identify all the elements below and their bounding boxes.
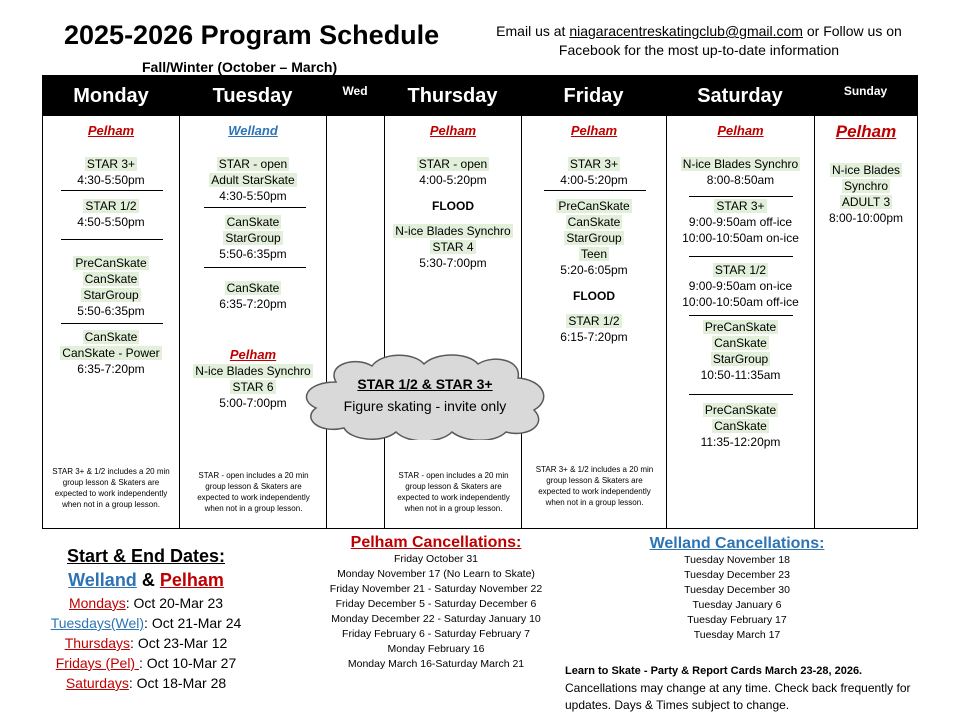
dates-locations bbox=[40, 567, 252, 593]
program-time: 5:50-6:35pm bbox=[219, 247, 287, 261]
day-header-row bbox=[43, 76, 917, 116]
thursday-star-open-block bbox=[385, 156, 521, 188]
dates-range: : Oct 23-Mar 12 bbox=[130, 635, 228, 651]
cloud-shape bbox=[296, 352, 554, 440]
monday-column bbox=[43, 116, 179, 528]
program-name: N-ice Blades Synchro bbox=[195, 364, 311, 378]
program-name: STAR 1/2 bbox=[85, 199, 137, 213]
program-name: CanSkate bbox=[714, 419, 767, 433]
dates-day: Fridays (Pel) bbox=[55, 655, 139, 671]
program-name: PreCanSkate bbox=[704, 320, 777, 334]
program-time: 9:00-9:50am on-ice bbox=[688, 279, 793, 293]
divider bbox=[61, 190, 163, 191]
divider bbox=[544, 190, 646, 191]
program-name: STAR 6 bbox=[232, 380, 274, 394]
divider bbox=[689, 256, 793, 257]
cancel-item: Friday February 6 - Saturday February 7 bbox=[342, 628, 530, 640]
program-time: 5:20-6:05pm bbox=[560, 263, 628, 277]
program-time: 10:50-11:35am bbox=[700, 368, 781, 382]
program-time: 4:00-5:20pm bbox=[419, 173, 487, 187]
dates-day: Thursdays bbox=[64, 635, 131, 651]
program-name: STAR 3+ bbox=[569, 157, 619, 171]
day-monday: Monday bbox=[73, 85, 149, 107]
friday-precanskate-block bbox=[522, 198, 666, 278]
program-name: STAR - open bbox=[218, 157, 288, 171]
program-name: Teen bbox=[580, 247, 608, 261]
invite-only-cloud bbox=[296, 352, 554, 440]
divider bbox=[204, 267, 306, 268]
program-name: CanSkate bbox=[226, 281, 280, 295]
program-time: 6:15-7:20pm bbox=[560, 330, 628, 344]
monday-star12-block bbox=[43, 198, 179, 230]
program-time: 4:50-5:50pm bbox=[77, 215, 145, 229]
program-name: STAR 4 bbox=[432, 240, 474, 254]
friday-column bbox=[521, 116, 666, 528]
program-name: STAR 1/2 bbox=[714, 263, 767, 277]
dates-day: Mondays bbox=[68, 595, 126, 611]
program-name: CanSkate bbox=[567, 215, 621, 229]
dates-amp: & bbox=[136, 570, 160, 590]
day-wed: Wed bbox=[342, 84, 368, 98]
tuesday-canskate2-block bbox=[180, 280, 326, 312]
monday-precanskate-block bbox=[43, 255, 179, 319]
cancel-item: Tuesday December 23 bbox=[684, 569, 790, 581]
program-time: 4:30-5:50pm bbox=[219, 189, 287, 203]
program-time: 9:00-9:50am off-ice bbox=[688, 215, 793, 229]
cancel-item: Monday November 17 (No Learn to Skate) bbox=[337, 568, 535, 580]
friday-location: Pelham bbox=[570, 123, 618, 138]
program-name: StarGroup bbox=[566, 231, 622, 245]
contact-suffix: or Follow us on Facebook for the most up-to-date information bbox=[558, 23, 902, 58]
program-name: ADULT 3 bbox=[841, 195, 891, 209]
program-time: 10:00-10:50am on-ice bbox=[682, 231, 799, 245]
cloud-subtitle: Figure skating - invite only bbox=[343, 398, 507, 414]
thursday-flood: FLOOD bbox=[432, 199, 474, 213]
cancel-item: Monday February 16 bbox=[387, 643, 485, 655]
cancel-item: Tuesday March 17 bbox=[693, 629, 781, 641]
contact-info bbox=[486, 22, 912, 60]
program-name: STAR 3+ bbox=[716, 199, 765, 213]
cancel-item: Friday December 5 - Saturday December 6 bbox=[335, 598, 537, 610]
program-time: 10:00-10:50am off-ice bbox=[682, 295, 799, 309]
program-time: 4:30-5:50pm bbox=[77, 173, 145, 187]
divider bbox=[61, 239, 163, 240]
learn-to-skate-note: Learn to Skate - Party & Report Cards March 23-28, 2026. bbox=[565, 665, 863, 677]
program-name: PreCanSkate bbox=[704, 403, 777, 417]
contact-email-link[interactable]: niagaracentreskatingclub@gmail.com bbox=[569, 23, 803, 39]
thursday-synchro-block bbox=[385, 223, 521, 271]
program-name: PreCanSkate bbox=[558, 199, 630, 213]
program-name: STAR 3+ bbox=[86, 157, 136, 171]
program-time: 8:00-8:50am bbox=[706, 173, 775, 187]
dates-range: : Oct 18-Mar 28 bbox=[128, 675, 227, 691]
friday-star3-block bbox=[522, 156, 666, 188]
saturday-synchro-block bbox=[667, 156, 814, 188]
program-name: STAR 1/2 bbox=[568, 314, 620, 328]
program-name: STAR - open bbox=[418, 157, 488, 171]
dates-day: Tuesdays(Wel) bbox=[50, 615, 145, 631]
program-time: 4:00-5:20pm bbox=[560, 173, 628, 187]
cancel-item: Tuesday November 18 bbox=[684, 554, 790, 566]
program-time: 6:35-7:20pm bbox=[77, 362, 145, 376]
tuesday-location: Welland bbox=[228, 123, 278, 138]
cancel-item: Monday March 16-Saturday March 21 bbox=[347, 658, 525, 670]
pelham-cancellations bbox=[320, 534, 552, 672]
cancel-item: Friday November 21 - Saturday November 22 bbox=[329, 583, 543, 595]
monday-note: STAR 3+ & 1/2 includes a 20 min group lesson & Skaters are expected to work independently when not in a group lesson. bbox=[52, 467, 170, 509]
program-name: StarGroup bbox=[225, 231, 281, 245]
dates-range: : Oct 10-Mar 27 bbox=[138, 655, 237, 671]
tuesday-canskate-block bbox=[180, 214, 326, 262]
sunday-synchro-block bbox=[815, 162, 917, 226]
cancel-item: Tuesday December 30 bbox=[684, 584, 790, 596]
disclaimer: Cancellations may change at any time. Check back frequently for updates. Days & Times subject to change. bbox=[565, 681, 911, 712]
dates-row-tuesday bbox=[40, 613, 252, 633]
day-friday: Friday bbox=[563, 85, 624, 107]
day-saturday: Saturday bbox=[697, 85, 783, 107]
pelham-cancel-title: Pelham Cancellations: bbox=[350, 534, 522, 551]
contact-prefix: Email us at bbox=[496, 23, 570, 39]
dates-pelham: Pelham bbox=[159, 570, 224, 590]
season-subtitle: Fall/Winter (October – March) bbox=[142, 59, 338, 75]
saturday-column bbox=[666, 116, 814, 528]
cancel-item: Tuesday January 6 bbox=[692, 599, 782, 611]
program-name: StarGroup bbox=[83, 288, 139, 302]
saturday-precanskate-block bbox=[667, 319, 814, 383]
thursday-column bbox=[384, 116, 521, 528]
sunday-location: Pelham bbox=[835, 122, 897, 141]
dates-range: : Oct 21-Mar 24 bbox=[144, 615, 242, 631]
dates-title: Start & End Dates: bbox=[66, 546, 226, 566]
program-name: N-ice Blades bbox=[831, 163, 901, 177]
friday-note: STAR 3+ & 1/2 includes a 20 min group lesson & Skaters are expected to work independently when not in a group lesson. bbox=[535, 465, 654, 507]
program-name: StarGroup bbox=[712, 352, 769, 366]
cloud-title: STAR 1/2 & STAR 3+ bbox=[357, 376, 493, 392]
welland-cancellations bbox=[632, 535, 842, 643]
saturday-location: Pelham bbox=[717, 123, 764, 138]
program-name: CanSkate bbox=[84, 330, 138, 344]
tuesday-star-open-block bbox=[180, 156, 326, 204]
program-name: PreCanSkate bbox=[75, 256, 147, 270]
dates-row-monday bbox=[40, 593, 252, 613]
thursday-location: Pelham bbox=[429, 123, 477, 138]
saturday-star12-block bbox=[667, 262, 814, 310]
cancel-item: Friday October 31 bbox=[393, 553, 479, 565]
tuesday-column bbox=[179, 116, 326, 528]
program-time: 6:35-7:20pm bbox=[219, 297, 287, 311]
cancel-item: Tuesday February 17 bbox=[687, 614, 787, 626]
program-name: CanSkate bbox=[714, 336, 767, 350]
monday-star3-block bbox=[43, 156, 179, 188]
monday-location: Pelham bbox=[87, 123, 135, 138]
divider bbox=[689, 315, 793, 316]
program-time: 11:35-12:20pm bbox=[700, 435, 781, 449]
day-thursday: Thursday bbox=[407, 85, 498, 107]
program-time: 8:00-10:00pm bbox=[828, 211, 904, 225]
saturday-precanskate2-block bbox=[667, 402, 814, 450]
dates-row-saturday bbox=[40, 673, 252, 693]
dates-range: : Oct 20-Mar 23 bbox=[125, 595, 224, 611]
day-sunday: Sunday bbox=[843, 84, 888, 98]
welland-cancel-title: Welland Cancellations: bbox=[649, 535, 825, 552]
program-name: CanSkate bbox=[84, 272, 138, 286]
cancel-item: Monday December 22 - Saturday January 10 bbox=[331, 613, 541, 625]
program-name: Synchro bbox=[843, 179, 889, 193]
saturday-star3-block bbox=[667, 198, 814, 246]
dates-row-thursday bbox=[40, 633, 252, 653]
program-name: N-ice Blades Synchro bbox=[395, 224, 511, 238]
friday-flood: FLOOD bbox=[573, 289, 615, 303]
start-end-dates bbox=[40, 546, 252, 693]
divider bbox=[689, 394, 793, 395]
divider bbox=[204, 207, 306, 208]
dates-day: Saturdays bbox=[65, 675, 129, 691]
program-name: CanSkate bbox=[226, 215, 280, 229]
sunday-column bbox=[814, 116, 917, 528]
program-time: 5:30-7:00pm bbox=[419, 256, 487, 270]
friday-star12-block bbox=[522, 313, 666, 345]
divider bbox=[61, 323, 163, 324]
program-name: CanSkate - Power bbox=[62, 346, 160, 360]
tuesday-note: STAR - open includes a 20 min group lesson & Skaters are expected to work independently when not in a group lesson. bbox=[197, 471, 310, 513]
wed-column bbox=[326, 116, 384, 528]
program-name: Adult StarSkate bbox=[211, 173, 295, 187]
thursday-note: STAR - open includes a 20 min group lesson & Skaters are expected to work independently when not in a group lesson. bbox=[397, 471, 510, 513]
program-name: N-ice Blades Synchro bbox=[682, 157, 799, 171]
dates-welland: Welland bbox=[68, 570, 137, 590]
program-time: 5:50-6:35pm bbox=[77, 304, 145, 318]
day-tuesday: Tuesday bbox=[212, 85, 293, 107]
divider bbox=[689, 196, 793, 197]
monday-canskate-block bbox=[43, 329, 179, 377]
dates-row-friday bbox=[40, 653, 252, 673]
tuesday-location-2: Pelham bbox=[229, 347, 277, 362]
footer-note bbox=[565, 663, 925, 714]
schedule-table bbox=[42, 75, 918, 529]
program-time: 5:00-7:00pm bbox=[219, 396, 287, 410]
page-title: 2025-2026 Program Schedule bbox=[64, 20, 440, 50]
